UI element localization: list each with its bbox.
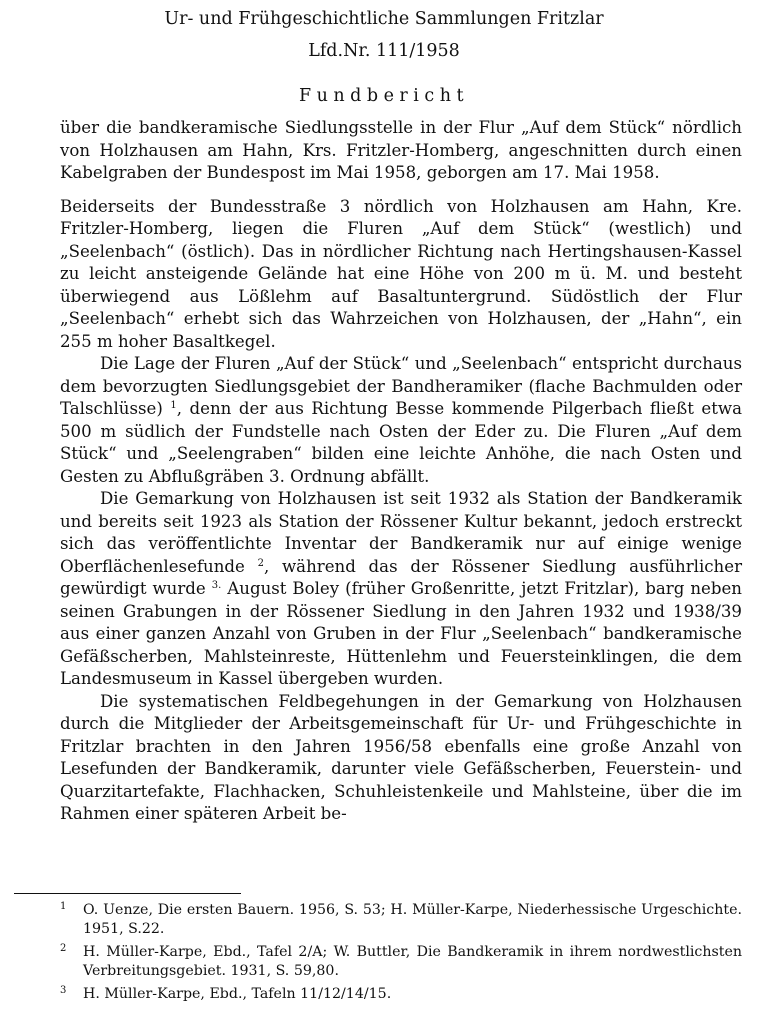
paragraph-situation [60, 353, 742, 488]
institution-heading: Ur- und Frühgeschichtliche Sammlungen Fritzlar [164, 9, 604, 29]
paragraph-research-history [60, 488, 742, 691]
footnote-1: 1 O. Uenze, Die ersten Bauern. 1956, S. 53; H. Müller-Karpe, Niederhessische Urgeschichte. 1951, S.22. [60, 901, 742, 937]
paragraph-situation-text-a: Die Lage der Fluren „Auf der Stück“ und „Seelenbach“ entspricht durchaus dem bevorzugten Siedlungsgebiet der Bandheramiker (flache Bachmulden oder Talschlüsse) [60, 354, 742, 418]
intro-paragraph: über die bandkeramische Siedlungsstelle in der Flur „Auf dem Stück“ nördlich von Holzhausen am Hahn, Krs. Fritzler-Homberg, angeschnitten durch einen Kabelgraben der Bundespost im Mai 1958, geborgen am 17. Mai 1958. [60, 118, 742, 182]
paragraph-field-surveys: Die systematischen Feldbegehungen in der Gemarkung von Holzhausen durch die Mitglieder der Arbeitsgemeinschaft für Ur- und Frühgeschichte in Fritzlar brachten in den Jahren 1956/58 ebenfalls eine große Anzahl von Lesefunden der Bandkeramik, darunter viele Gefäßscherben, Feuerstein- und Quarzitartefakte, Flachhacken, Schuhleistenkeile und Mahlsteine, über die im Rahmen einer späteren Arbeit be- [60, 691, 742, 823]
report-title: Fundbericht [298, 86, 469, 106]
paragraph-location: Beiderseits der Bundesstraße 3 nördlich von Holzhausen am Hahn, Kre. Fritzler-Homberg, liegen die Fluren „Auf dem Stück“ (westlich) und „Seelenbach“ (östlich). Das in nördlicher Richtung nach Hertingshausen-Kassel zu leicht ansteigende Gelände hat eine Höhe von 200 m ü. M. und besteht überwiegend aus Lößlehm auf Basaltuntergrund. Südöstlich der Flur „Seelenbach“ erhebt sich das Wahrzeichen von Holzhausen, der „Hahn“, ein 255 m hoher Basaltkegel. [60, 196, 742, 351]
footnote-text: H. Müller-Karpe, Ebd., Tafel 2/A; W. Buttler, Die Bandkeramik in ihrem nordwestlichsten Verbreitungsgebiet. 1931, S. 59,80. [83, 944, 742, 979]
footnote-separator [14, 893, 241, 894]
footnote-text: H. Müller-Karpe, Ebd., Tafeln 11/12/14/15. [83, 986, 392, 1002]
report-body [60, 117, 742, 826]
paragraph-situation-text-b: , denn der aus Richtung Besse kommende Pilgerbach fließt etwa 500 m südlich der Fundstelle nach Osten der Eder zu. Die Fluren „Auf dem Stück“ und „Seelengraben“ bilden eine leichte Anhöhe, die nach Osten und Gesten zu Abflußgräben 3. Ordnung abfällt. [60, 399, 742, 486]
footnotes [60, 901, 742, 1008]
paragraph-history-text-a: Die Gemarkung von Holzhausen ist seit 1932 als Station der Bandkeramik und bereits seit 1923 als Station der Rössener Kultur bekannt, jedoch erstreckt sich das veröffentlichte Inventar der Bandkeramik nur auf einige wenige Oberflächenlesefunde [60, 489, 742, 576]
paragraph-history-text-c: August Boley (früher Großenritte, jetzt Fritzlar), barg neben seinen Grabungen in der Rössener Siedlung in den Jahren 1932 und 1938/39 aus einer ganzen Anzahl von Gruben in der Flur „Seelenbach“ bandkeramische Gefäßscherben, Mahlsteinreste, Hüttenlehm und Feuersteinklingen, die dem Landesmuseum in Kassel übergeben wurden. [60, 579, 742, 688]
footnote-ref-2: 2 [257, 557, 264, 569]
footnote-2: 2 H. Müller-Karpe, Ebd., Tafel 2/A; W. Buttler, Die Bandkeramik in ihrem nordwestlichsten Verbreitungsgebiet. 1931, S. 59,80. [60, 943, 742, 979]
file-number: Lfd.Nr. 111/1958 [308, 41, 460, 61]
footnote-ref-3: 3. [211, 580, 222, 591]
paragraph-history-text-b: , während das der Rössener Siedlung ausführlicher gewürdigt wurde [60, 556, 743, 598]
footnote-text: O. Uenze, Die ersten Bauern. 1956, S. 53; H. Müller-Karpe, Niederhessische Urgeschichte. 1951, S.22. [83, 902, 742, 937]
footnote-ref-1: 1 [170, 400, 177, 411]
footnote-3: 3 H. Müller-Karpe, Ebd., Tafeln 11/12/14/15. [60, 985, 392, 1002]
